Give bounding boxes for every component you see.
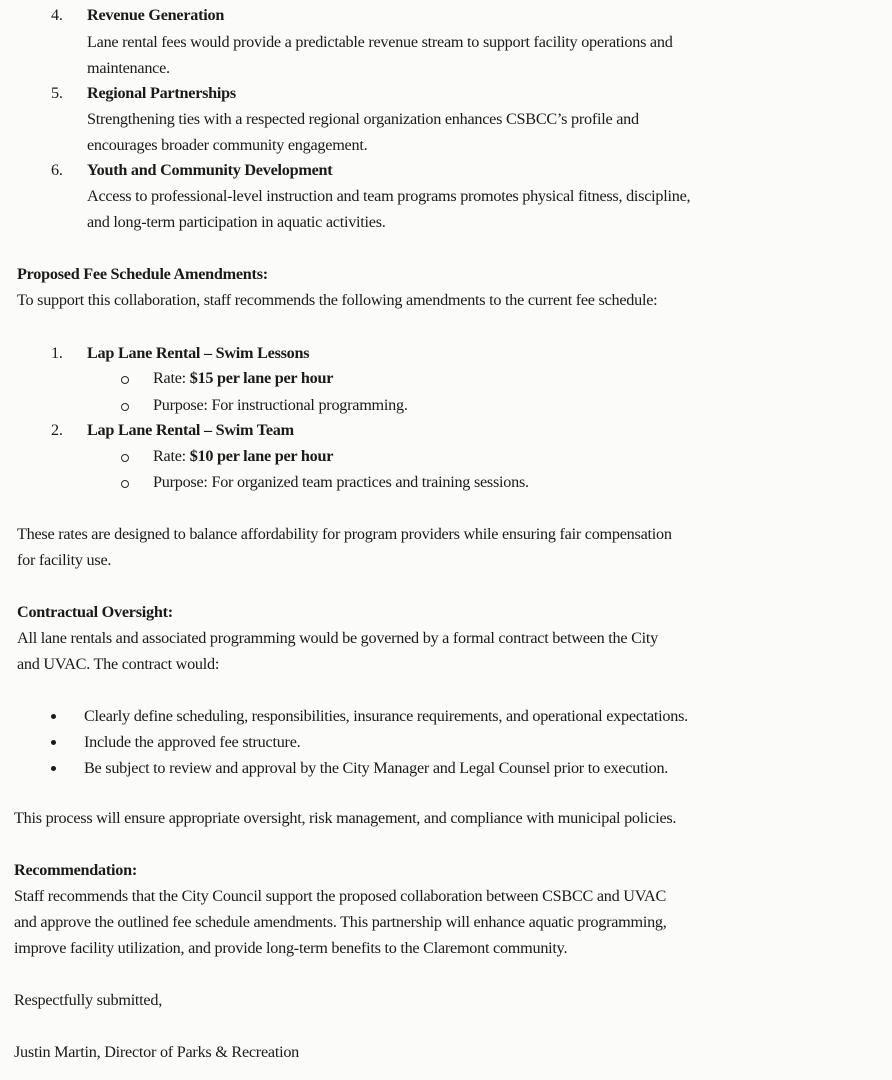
section-intro: To support this collaboration, staff recommends the following amendments to the current fee schedule: — [17, 291, 658, 309]
bullet-icon — [51, 740, 56, 745]
fee-item-title: Lap Lane Rental – Swim Lessons — [87, 344, 310, 362]
fee-purpose: Purpose: For instructional programming. — [153, 396, 408, 414]
contract-bullet: Include the approved fee structure. — [84, 733, 301, 751]
contract-bullet: Clearly define scheduling, responsibilities, insurance requirements, and operational expectations. — [84, 707, 688, 725]
contract-intro-line: All lane rentals and associated programming would be governed by a formal contract between the City — [17, 629, 658, 647]
benefit-text-line: encourages broader community engagement. — [87, 136, 368, 154]
hollow-bullet-icon — [121, 454, 129, 462]
list-number: 6. — [51, 161, 63, 179]
rate-value: $15 per lane per hour — [189, 369, 334, 387]
closing-salutation: Respectfully submitted, — [14, 991, 163, 1009]
contract-intro-line: and UVAC. The contract would: — [17, 655, 220, 673]
contract-bullet: Be subject to review and approval by the City Manager and Legal Counsel prior to execution. — [84, 759, 669, 777]
fee-purpose: Purpose: For organized team practices and training sessions. — [153, 473, 529, 491]
benefit-text-line: and long-term participation in aquatic activities. — [87, 213, 386, 231]
list-number: 5. — [51, 84, 63, 102]
benefit-text-line: Access to professional-level instruction and team programs promotes physical fitness, discipline, — [87, 187, 691, 205]
benefit-text-line: Strengthening ties with a respected regional organization enhances CSBCC’s profile and — [87, 110, 639, 128]
fee-item-title: Lap Lane Rental – Swim Team — [87, 421, 294, 439]
fee-rate — [153, 367, 333, 389]
section-heading: Contractual Oversight: — [17, 603, 173, 621]
recommendation-line: Staff recommends that the City Council support the proposed collaboration between CSBCC and UVAC — [14, 887, 667, 905]
fee-closing-line: These rates are designed to balance affordability for program providers while ensuring fair compensation — [17, 525, 672, 543]
section-heading: Recommendation: — [14, 861, 138, 879]
rate-label: Rate: — [153, 447, 190, 465]
list-number: 2. — [51, 421, 63, 439]
benefit-title: Revenue Generation — [87, 6, 225, 24]
signature: Justin Martin, Director of Parks & Recreation — [14, 1043, 300, 1061]
recommendation-line: improve facility utilization, and provide long-term benefits to the Claremont community. — [14, 939, 568, 957]
list-number: 4. — [51, 6, 63, 24]
contract-closing: This process will ensure appropriate oversight, risk management, and compliance with municipal policies. — [14, 809, 677, 827]
fee-closing-line: for facility use. — [17, 551, 112, 569]
benefit-text-line: maintenance. — [87, 59, 170, 77]
bullet-icon — [51, 766, 56, 771]
list-number: 1. — [51, 344, 63, 362]
hollow-bullet-icon — [121, 376, 129, 384]
rate-label: Rate: — [153, 369, 190, 387]
rate-value: $10 per lane per hour — [189, 447, 334, 465]
hollow-bullet-icon — [121, 480, 129, 488]
hollow-bullet-icon — [121, 403, 129, 411]
recommendation-line: and approve the outlined fee schedule amendments. This partnership will enhance aquatic programming, — [14, 913, 667, 931]
benefit-title: Regional Partnerships — [87, 84, 236, 102]
section-heading: Proposed Fee Schedule Amendments: — [17, 265, 268, 283]
benefit-text-line: Lane rental fees would provide a predictable revenue stream to support facility operations and — [87, 33, 673, 51]
benefit-title: Youth and Community Development — [87, 161, 333, 179]
bullet-icon — [51, 714, 56, 719]
fee-rate — [153, 445, 333, 467]
